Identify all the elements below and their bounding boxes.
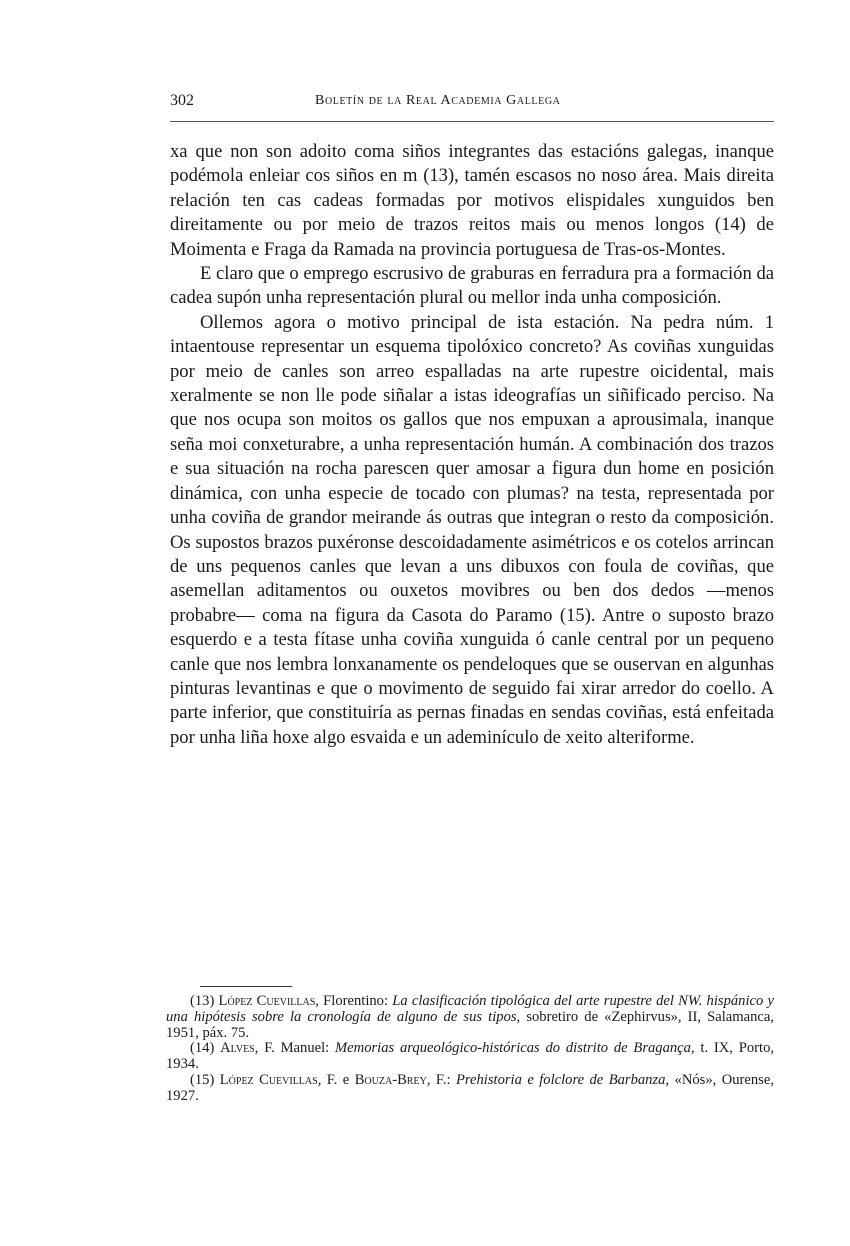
paragraph: Ollemos agora o motivo principal de ista estación. Na pedra núm. 1 intaentouse representar un esquema tipolóxico concreto? As coviñas xunguidas por meio de canles son arreo espalladas na arte rupestre oicidental, mais xeralmente se non lle pode siñalar a istas ideografías un siñificado perciso. Na que nos ocupa son moitos os gallos que nos empuxan a aprousimala, inanque seña moi conxeturabre, a unha representación humán. A combinación dos trazos e sua situación na rocha parescen quer amosar a figura dun home en posición dinámica, con unha especie de tocado con plumas? na testa, representada por unha coviña de grandor meirande ás outras que integran o resto da composición. Os supostos brazos puxéronse descoidadamente asimétricos e os cotelos arrincan de uns pequenos canles que levan a uns dibuxos con foula de coviñas, que asemellan aditamentos ou ouxetos movibres ou ben dos dedos —menos probabre— coma na figura da Casota do Paramo (15). Antre o suposto brazo esquerdo e a testa fítase unha coviña xunguida ó canle central por un pequeno canle que nos lembra lonxanamente os pendeloques que se ouservan en algunhas pinturas levantinas e que o movimento de seguido fai xirar arredor do coello. A parte inferior, que constituiría as pernas finadas en sendas coviñas, está enfeitada por unha liña hoxe algo esvaida e un ademinículo de xeito alteriforme. bbox=[170, 311, 774, 748]
footnotes bbox=[166, 994, 774, 1105]
footnote-mark: (13) bbox=[190, 993, 215, 1009]
footnote-text: , Florentino: bbox=[315, 993, 393, 1009]
footnote-14 bbox=[166, 1041, 774, 1073]
paragraph: E claro que o emprego escrusivo de graburas en ferradura pra a formación da cadea supón unha representación plural ou mellor inda unha composición. bbox=[170, 263, 774, 309]
running-head: Boletín de la Real Academia Gallega bbox=[315, 93, 561, 108]
page-header bbox=[170, 92, 774, 118]
header-rule bbox=[170, 121, 774, 122]
body-text bbox=[170, 140, 774, 750]
footnote-mark: (15) bbox=[190, 1071, 215, 1088]
footnote-text: sobretiro de «Zephirvus», II, Salamanca, 1951, páx. 75. bbox=[166, 1008, 775, 1041]
footnote-author: López Cuevillas bbox=[219, 1071, 318, 1088]
footnote-title: La clasificación tipológica del arte rupestre del NW. hispánico y una hipótesis sobre la cronología de alguno de sus tipos, bbox=[166, 993, 774, 1025]
footnote-15 bbox=[166, 1073, 774, 1105]
footnote-text: , F.: bbox=[426, 1071, 456, 1088]
page-number: 302 bbox=[170, 92, 194, 109]
footnote-title: Memorias arqueológico-históricas do distrito de Bragança, bbox=[335, 1040, 695, 1057]
footnote-text: , F. Manuel: bbox=[254, 1040, 336, 1057]
footnote-mark: (14) bbox=[190, 1040, 215, 1057]
footnote-author: Alves bbox=[220, 1040, 255, 1057]
footnote-author: Bouza-Brey bbox=[354, 1071, 427, 1088]
footnote-text: , F. e bbox=[317, 1071, 355, 1088]
footnote-rule bbox=[200, 986, 292, 987]
footnote-author: López Cuevillas bbox=[218, 993, 316, 1009]
footnote-text: t. IX, Porto, 1934. bbox=[166, 1040, 775, 1073]
footnote-text: «Nós», Ourense, 1927. bbox=[166, 1071, 774, 1104]
footnote-title: Prehistoria e folclore de Barbanza, bbox=[455, 1071, 670, 1088]
paragraph-continued: xa que non son adoito coma siños integrantes das estacións galegas, inanque podémola enleiar cos siños en m (13), tamén escasos no noso área. Mais direita relación ten cas cadeas formadas por motivos elispidales xunguidos ben direitamente ou por meio de trazos reitos mais ou menos longos (14) de Moimenta e Fraga da Ramada na provincia portuguesa de Tras-os-Montes. bbox=[170, 141, 774, 260]
footnote-13 bbox=[166, 994, 774, 1041]
